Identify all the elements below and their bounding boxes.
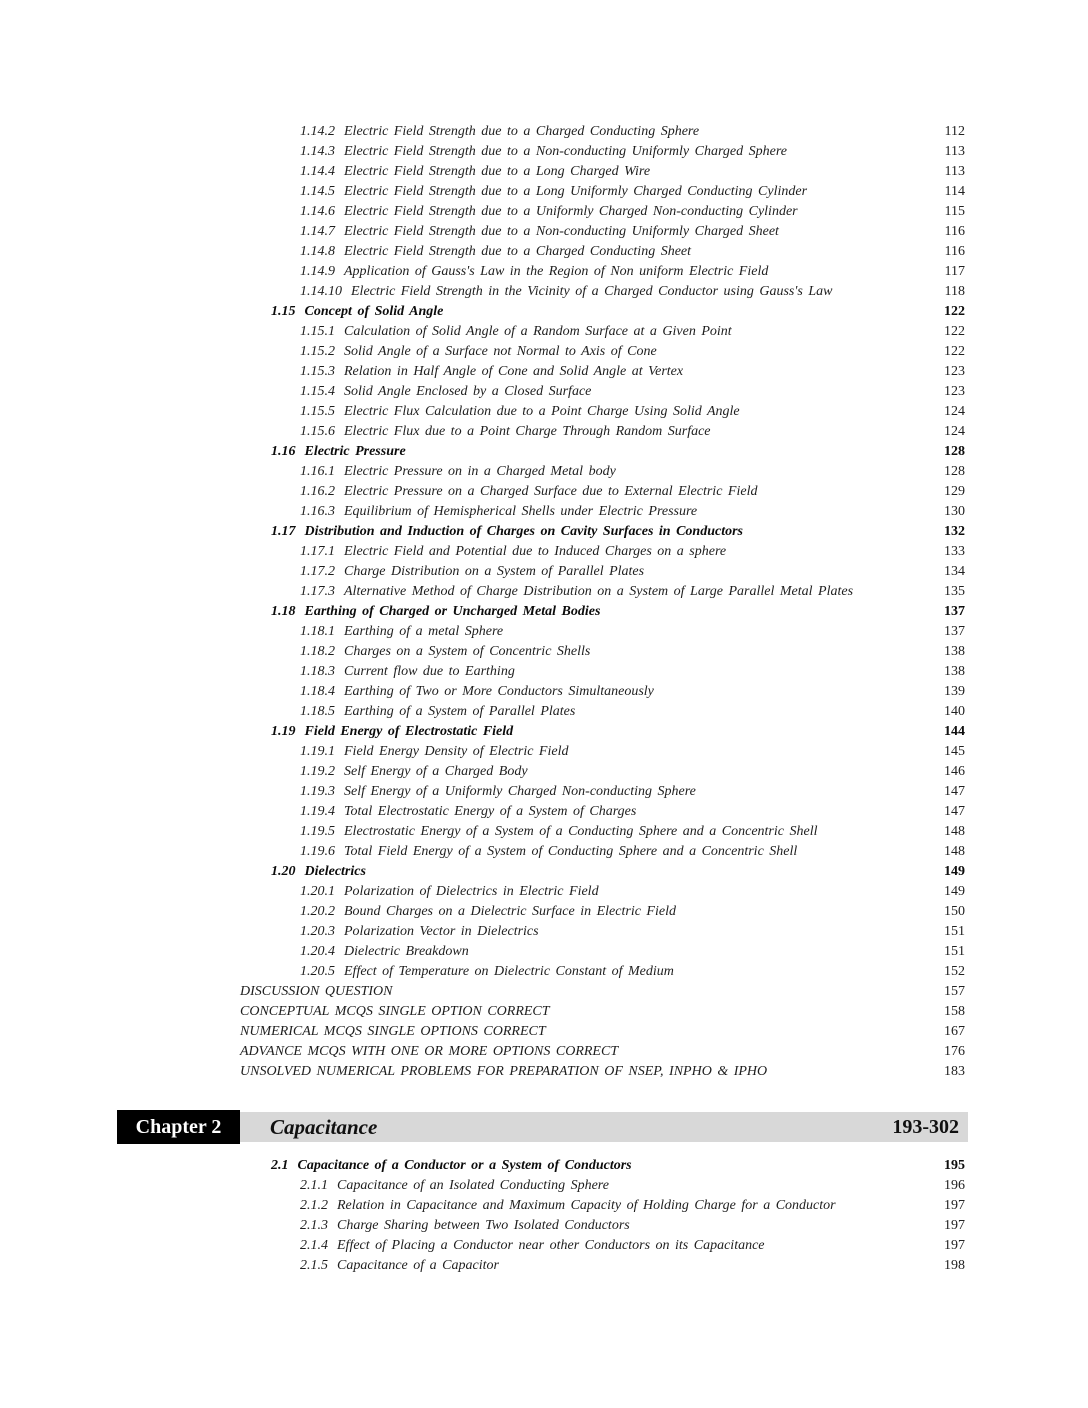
entry-page: 167 xyxy=(944,1024,965,1039)
toc-entry xyxy=(300,322,965,342)
entry-title: Electric Pressure xyxy=(304,444,406,459)
entry-page: 118 xyxy=(944,284,965,299)
entry-number: 1.19.1 xyxy=(300,744,335,759)
entry-number: 2.1.5 xyxy=(300,1258,328,1273)
entry-title: Electric Field Strength due to a Charged Conducting Sphere xyxy=(344,124,700,139)
entry-number: 1.14.6 xyxy=(300,204,335,219)
entry-page: 138 xyxy=(944,644,965,659)
entry-title: Electrostatic Energy of a System of a Conducting Sphere and a Concentric Shell xyxy=(344,824,818,839)
entry-page: 150 xyxy=(944,904,965,919)
entry-number: 1.16 xyxy=(271,444,296,459)
toc-entry xyxy=(300,622,965,642)
entry-title: Earthing of Charged or Uncharged Metal Bodies xyxy=(304,604,601,619)
entry-number: 1.20.4 xyxy=(300,944,335,959)
entry-number: 1.18.2 xyxy=(300,644,335,659)
toc-entry xyxy=(300,1256,965,1276)
entry-title: Earthing of a System of Parallel Plates xyxy=(344,704,576,719)
toc-entry xyxy=(300,422,965,442)
entry-title: CONCEPTUAL MCQS SINGLE OPTION CORRECT xyxy=(240,1004,550,1019)
entry-page: 113 xyxy=(944,144,965,159)
entry-page: 133 xyxy=(944,544,965,559)
entry-page: 112 xyxy=(944,124,965,139)
entry-page: 128 xyxy=(944,464,965,479)
entry-page: 132 xyxy=(944,524,965,539)
entry-page: 140 xyxy=(944,704,965,719)
entry-title: Total Field Energy of a System of Conducting Sphere and a Concentric Shell xyxy=(344,844,798,859)
entry-page: 198 xyxy=(944,1258,965,1273)
entry-title: Electric Field and Potential due to Induced Charges on a sphere xyxy=(344,544,727,559)
entry-page: 148 xyxy=(944,844,965,859)
entry-title: Electric Field Strength in the Vicinity of a Charged Conductor using Gauss's Law xyxy=(351,284,833,299)
entry-page: 148 xyxy=(944,824,965,839)
entry-number: 1.14.2 xyxy=(300,124,335,139)
entry-number: 1.19 xyxy=(271,724,296,739)
entry-page: 146 xyxy=(944,764,965,779)
toc-entry xyxy=(240,1022,965,1042)
entry-number: 1.15.6 xyxy=(300,424,335,439)
entry-page: 123 xyxy=(944,384,965,399)
entry-page: 129 xyxy=(944,484,965,499)
entry-number: 1.19.5 xyxy=(300,824,335,839)
toc-entry xyxy=(300,1236,965,1256)
toc-entry xyxy=(300,362,965,382)
chapter-page-range: 193-302 xyxy=(892,1115,959,1138)
entry-page: 122 xyxy=(944,344,965,359)
toc-entry xyxy=(271,862,965,882)
entry-number: 1.16.1 xyxy=(300,464,335,479)
entry-title: Self Energy of a Uniformly Charged Non-conducting Sphere xyxy=(344,784,696,799)
entry-number: 1.14.7 xyxy=(300,224,335,239)
entry-title: Capacitance of an Isolated Conducting Sphere xyxy=(337,1178,609,1193)
toc-entry xyxy=(300,562,965,582)
entry-number: 1.16.3 xyxy=(300,504,335,519)
toc-entry xyxy=(300,162,965,182)
entry-number: 1.20.2 xyxy=(300,904,335,919)
toc-entry xyxy=(271,442,965,462)
entry-page: 147 xyxy=(944,784,965,799)
entry-number: 1.16.2 xyxy=(300,484,335,499)
toc-entry xyxy=(271,1156,965,1176)
entry-title: Field Energy of Electrostatic Field xyxy=(304,724,514,739)
entry-number: 1.20.5 xyxy=(300,964,335,979)
toc-entry xyxy=(300,822,965,842)
entry-page: 124 xyxy=(944,404,965,419)
toc-entry xyxy=(300,502,965,522)
entry-number: 1.18.3 xyxy=(300,664,335,679)
entry-title: Charges on a System of Concentric Shells xyxy=(344,644,591,659)
entry-title: Electric Pressure on in a Charged Metal body xyxy=(344,464,616,479)
entry-page: 124 xyxy=(944,424,965,439)
entry-number: 2.1.4 xyxy=(300,1238,328,1253)
chapter-title-bar xyxy=(240,1112,968,1142)
entry-number: 1.18 xyxy=(271,604,296,619)
toc-entry xyxy=(300,1176,965,1196)
entry-title: Electric Field Strength due to a Charged Conducting Sheet xyxy=(344,244,692,259)
toc-entry xyxy=(300,1216,965,1236)
entry-title: Bound Charges on a Dielectric Surface in Electric Field xyxy=(344,904,676,919)
entry-page: 197 xyxy=(944,1198,965,1213)
entry-page: 134 xyxy=(944,564,965,579)
entry-number: 1.19.4 xyxy=(300,804,335,819)
entry-page: 144 xyxy=(944,724,965,739)
chapter1-toc-list xyxy=(240,122,965,1082)
entry-title: Electric Flux Calculation due to a Point Charge Using Solid Angle xyxy=(344,404,740,419)
entry-title: Solid Angle of a Surface not Normal to Axis of Cone xyxy=(344,344,657,359)
entry-title: Alternative Method of Charge Distribution on a System of Large Parallel Metal Plates xyxy=(344,584,854,599)
entry-page: 145 xyxy=(944,744,965,759)
entry-title: NUMERICAL MCQS SINGLE OPTIONS CORRECT xyxy=(240,1024,546,1039)
toc-entry xyxy=(300,782,965,802)
entry-page: 197 xyxy=(944,1238,965,1253)
entry-title: Effect of Temperature on Dielectric Constant of Medium xyxy=(344,964,674,979)
entry-title: Earthing of a metal Sphere xyxy=(344,624,504,639)
entry-title: Electric Pressure on a Charged Surface due to External Electric Field xyxy=(344,484,758,499)
entry-title: Electric Field Strength due to a Long Charged Wire xyxy=(344,164,651,179)
toc-entry xyxy=(300,542,965,562)
entry-page: 158 xyxy=(944,1004,965,1019)
entry-page: 196 xyxy=(944,1178,965,1193)
chapter-label: Chapter 2 xyxy=(117,1110,240,1144)
entry-number: 1.20.1 xyxy=(300,884,335,899)
entry-title: Capacitance of a Conductor or a System of Conductors xyxy=(297,1158,632,1173)
toc-entry xyxy=(271,522,965,542)
entry-number: 2.1.1 xyxy=(300,1178,328,1193)
toc-entry xyxy=(271,602,965,622)
entry-number: 1.17.1 xyxy=(300,544,335,559)
entry-title: ADVANCE MCQS WITH ONE OR MORE OPTIONS CORRECT xyxy=(240,1044,619,1059)
entry-title: DISCUSSION QUESTION xyxy=(240,984,393,999)
chapter-title: Capacitance xyxy=(270,1114,378,1139)
toc-entry xyxy=(271,722,965,742)
toc-entry xyxy=(300,122,965,142)
toc-entry xyxy=(300,382,965,402)
entry-page: 116 xyxy=(944,244,965,259)
toc-entry xyxy=(300,902,965,922)
toc-entry xyxy=(300,182,965,202)
entry-number: 1.14.9 xyxy=(300,264,335,279)
entry-page: 135 xyxy=(944,584,965,599)
toc-entry xyxy=(300,242,965,262)
toc-entry xyxy=(300,402,965,422)
entry-page: 137 xyxy=(944,624,965,639)
entry-title: Solid Angle Enclosed by a Closed Surface xyxy=(344,384,592,399)
entry-number: 1.17.3 xyxy=(300,584,335,599)
entry-page: 116 xyxy=(944,224,965,239)
toc-entry xyxy=(300,582,965,602)
entry-number: 1.20.3 xyxy=(300,924,335,939)
entry-title: Effect of Placing a Conductor near other Conductors on its Capacitance xyxy=(337,1238,765,1253)
toc-entry xyxy=(300,882,965,902)
toc-entry xyxy=(300,262,965,282)
toc-entry xyxy=(240,1002,965,1022)
entry-title: Electric Field Strength due to a Non-conducting Uniformly Charged Sphere xyxy=(344,144,787,159)
entry-number: 2.1.2 xyxy=(300,1198,328,1213)
toc-entry xyxy=(300,662,965,682)
entry-title: Relation in Half Angle of Cone and Solid Angle at Vertex xyxy=(344,364,684,379)
toc-entry xyxy=(300,922,965,942)
entry-number: 1.15.5 xyxy=(300,404,335,419)
entry-page: 183 xyxy=(944,1064,965,1079)
chapter2-banner xyxy=(117,1110,968,1144)
entry-title: Relation in Capacitance and Maximum Capacity of Holding Charge for a Conductor xyxy=(337,1198,836,1213)
toc-entry xyxy=(300,342,965,362)
entry-title: Dielectric Breakdown xyxy=(344,944,469,959)
toc-entry xyxy=(300,942,965,962)
entry-number: 1.15.1 xyxy=(300,324,335,339)
entry-number: 1.14.4 xyxy=(300,164,335,179)
entry-page: 117 xyxy=(944,264,965,279)
entry-title: Self Energy of a Charged Body xyxy=(344,764,528,779)
entry-number: 1.17.2 xyxy=(300,564,335,579)
entry-number: 1.14.3 xyxy=(300,144,335,159)
entry-title: Concept of Solid Angle xyxy=(304,304,444,319)
entry-page: 151 xyxy=(944,924,965,939)
toc-entry xyxy=(300,962,965,982)
entry-title: Distribution and Induction of Charges on Cavity Surfaces in Conductors xyxy=(304,524,743,539)
toc-entry xyxy=(300,762,965,782)
entry-page: 113 xyxy=(944,164,965,179)
entry-title: Polarization of Dielectrics in Electric Field xyxy=(344,884,599,899)
entry-title: UNSOLVED NUMERICAL PROBLEMS FOR PREPARATION OF NSEP, INPHO & IPHO xyxy=(240,1064,768,1079)
entry-number: 2.1 xyxy=(271,1158,289,1173)
entry-number: 1.18.4 xyxy=(300,684,335,699)
entry-title: Total Electrostatic Energy of a System of Charges xyxy=(344,804,637,819)
entry-page: 122 xyxy=(944,324,965,339)
entry-page: 122 xyxy=(944,304,965,319)
entry-page: 151 xyxy=(944,944,965,959)
entry-page: 152 xyxy=(944,964,965,979)
entry-title: Electric Field Strength due to a Non-conducting Uniformly Charged Sheet xyxy=(344,224,779,239)
entry-number: 2.1.3 xyxy=(300,1218,328,1233)
entry-page: 137 xyxy=(944,604,965,619)
entry-number: 1.14.8 xyxy=(300,244,335,259)
toc-entry xyxy=(240,1062,965,1082)
entry-page: 138 xyxy=(944,664,965,679)
entry-title: Electric Flux due to a Point Charge Through Random Surface xyxy=(344,424,711,439)
entry-number: 1.19.6 xyxy=(300,844,335,859)
entry-page: 197 xyxy=(944,1218,965,1233)
toc-entry xyxy=(300,802,965,822)
entry-page: 139 xyxy=(944,684,965,699)
entry-title: Capacitance of a Capacitor xyxy=(337,1258,499,1273)
entry-title: Dielectrics xyxy=(304,864,366,879)
entry-page: 114 xyxy=(944,184,965,199)
entry-page: 123 xyxy=(944,364,965,379)
toc-entry xyxy=(240,1042,965,1062)
entry-title: Charge Distribution on a System of Parallel Plates xyxy=(344,564,645,579)
entry-number: 1.15 xyxy=(271,304,296,319)
entry-page: 149 xyxy=(944,884,965,899)
toc-entry xyxy=(300,202,965,222)
entry-number: 1.18.5 xyxy=(300,704,335,719)
entry-number: 1.14.10 xyxy=(300,284,342,299)
entry-title: Electric Field Strength due to a Long Uniformly Charged Conducting Cylinder xyxy=(344,184,808,199)
entry-number: 1.15.4 xyxy=(300,384,335,399)
entry-title: Calculation of Solid Angle of a Random Surface at a Given Point xyxy=(344,324,732,339)
toc-entry xyxy=(300,142,965,162)
entry-title: Polarization Vector in Dielectrics xyxy=(344,924,539,939)
entry-number: 1.19.2 xyxy=(300,764,335,779)
toc-entry xyxy=(300,482,965,502)
entry-title: Earthing of Two or More Conductors Simultaneously xyxy=(344,684,654,699)
entry-number: 1.15.3 xyxy=(300,364,335,379)
entry-title: Field Energy Density of Electric Field xyxy=(344,744,569,759)
entry-number: 1.20 xyxy=(271,864,296,879)
toc-entry xyxy=(300,282,965,302)
entry-page: 195 xyxy=(944,1158,965,1173)
toc-entry xyxy=(300,1196,965,1216)
entry-number: 1.18.1 xyxy=(300,624,335,639)
toc-entry xyxy=(300,222,965,242)
entry-page: 149 xyxy=(944,864,965,879)
toc-entry xyxy=(271,302,965,322)
entry-page: 128 xyxy=(944,444,965,459)
toc-entry xyxy=(300,462,965,482)
entry-number: 1.14.5 xyxy=(300,184,335,199)
entry-page: 115 xyxy=(944,204,965,219)
toc-entry xyxy=(300,742,965,762)
toc-entry xyxy=(300,702,965,722)
entry-title: Equilibrium of Hemispherical Shells under Electric Pressure xyxy=(344,504,698,519)
entry-page: 130 xyxy=(944,504,965,519)
chapter2-toc-list xyxy=(240,1156,965,1276)
entry-page: 176 xyxy=(944,1044,965,1059)
entry-title: Charge Sharing between Two Isolated Conductors xyxy=(337,1218,630,1233)
entry-number: 1.15.2 xyxy=(300,344,335,359)
entry-number: 1.19.3 xyxy=(300,784,335,799)
entry-title: Application of Gauss's Law in the Region of Non uniform Electric Field xyxy=(344,264,769,279)
entry-number: 1.17 xyxy=(271,524,296,539)
entry-page: 147 xyxy=(944,804,965,819)
entry-title: Electric Field Strength due to a Uniformly Charged Non-conducting Cylinder xyxy=(344,204,798,219)
toc-entry xyxy=(240,982,965,1002)
toc-entry xyxy=(300,642,965,662)
toc-entry xyxy=(300,842,965,862)
entry-title: Current flow due to Earthing xyxy=(344,664,515,679)
entry-page: 157 xyxy=(944,984,965,999)
toc-entry xyxy=(300,682,965,702)
